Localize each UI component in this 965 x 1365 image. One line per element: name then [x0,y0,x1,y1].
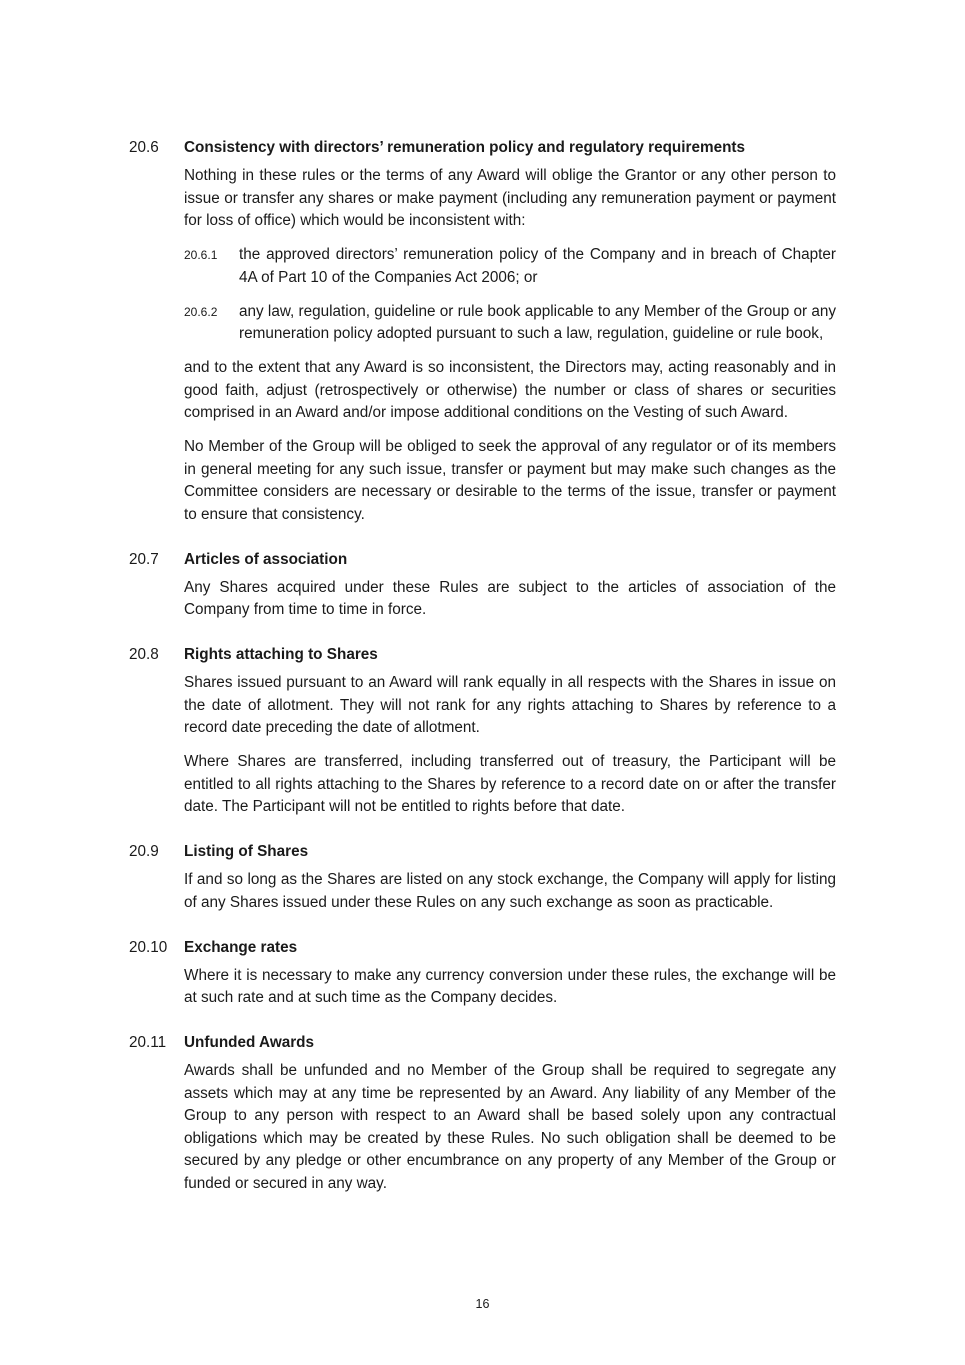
section-number: 20.9 [129,843,159,860]
section-title: Unfunded Awards [184,1034,315,1051]
section-title: Articles of association [184,550,348,568]
subclause [184,301,836,346]
subclause-number: 20.6.2 [184,304,218,319]
paragraph: Where Shares are transferred, including transferred out of treasury, the Participant will be entitled to all rights attaching to the Shares by reference to a record date on or after the transfer date. The Participant will not be entitled to rights before that date. [184,753,836,815]
section-title: Listing of Shares [184,843,309,860]
section-20-8 [129,644,836,819]
section-20-7 [129,549,836,622]
section-number: 20.6 [129,139,159,156]
paragraph: Shares issued pursuant to an Award will rank equally in all respects with the Shares in issue on the date of allotment. They will not rank for any rights attaching to Shares by reference to a record date preceding the date of allotment. [184,674,836,736]
paragraph: No Member of the Group will be obliged to seek the approval of any regulator or of its members in general meeting for any such issue, transfer or payment but may make such changes as the Committee considers are necessary or desirable to the terms of the issue, transfer or payment to ensure that consistency. [184,438,836,523]
section-number: 20.8 [129,646,159,663]
section-20-11 [129,1032,836,1195]
section-20-10 [129,937,836,1010]
section-20-9 [129,841,836,914]
subclause-text: the approved directors’ remuneration policy of the Company and in breach of Chapter 4A of Part 10 of the Companies Act 2006; or [239,246,836,286]
section-title: Exchange rates [184,938,298,956]
document-page [129,137,836,1218]
paragraph: Awards shall be unfunded and no Member of the Group shall be required to segregate any assets which may at any time be represented by an Award. Any liability of any Member of the Group to any person with respect to an Award shall be based solely upon any contractual obligations which may be created by these Rules. No such obligation shall be deemed to be secured by any pledge or other encumbrance on any property of any Member of the Group or funded or secured in any way. [184,1062,836,1192]
section-title: Consistency with directors’ remuneration policy and regulatory requirements [184,139,746,156]
subclause [184,244,836,289]
paragraph: Any Shares acquired under these Rules are subject to the articles of association of the Company from time to time in force. [184,578,836,618]
section-number: 20.10 [129,938,168,956]
paragraph: If and so long as the Shares are listed on any stock exchange, the Company will apply for listing of any Shares issued under these Rules on any such exchange as soon as practicable. [184,871,836,911]
paragraph: Nothing in these rules or the terms of any Award will oblige the Grantor or any other person to issue or transfer any shares or make payment (including any remuneration payment or payment for loss of office) which would be inconsistent with: [184,167,836,229]
section-20-6 [129,137,836,526]
subclause-number: 20.6.1 [184,248,218,262]
section-number: 20.7 [129,550,159,568]
section-title: Rights attaching to Shares [184,646,378,663]
section-number: 20.11 [129,1034,167,1051]
subclause-text: any law, regulation, guideline or rule book applicable to any Member of the Group or any remuneration policy adopted pursuant to such a law, regulation, guideline or rule book, [239,302,836,342]
page-number: 16 [475,1297,490,1311]
paragraph: and to the extent that any Award is so inconsistent, the Directors may, acting reasonably and in good faith, adjust (retrospectively or otherwise) the number or class of shares or securities comprised in an Award and/or impose additional conditions on the Vesting of such Award. [184,359,836,421]
paragraph: Where it is necessary to make any currency conversion under these rules, the exchange will be at such rate and at such time as the Company decides. [184,966,836,1006]
